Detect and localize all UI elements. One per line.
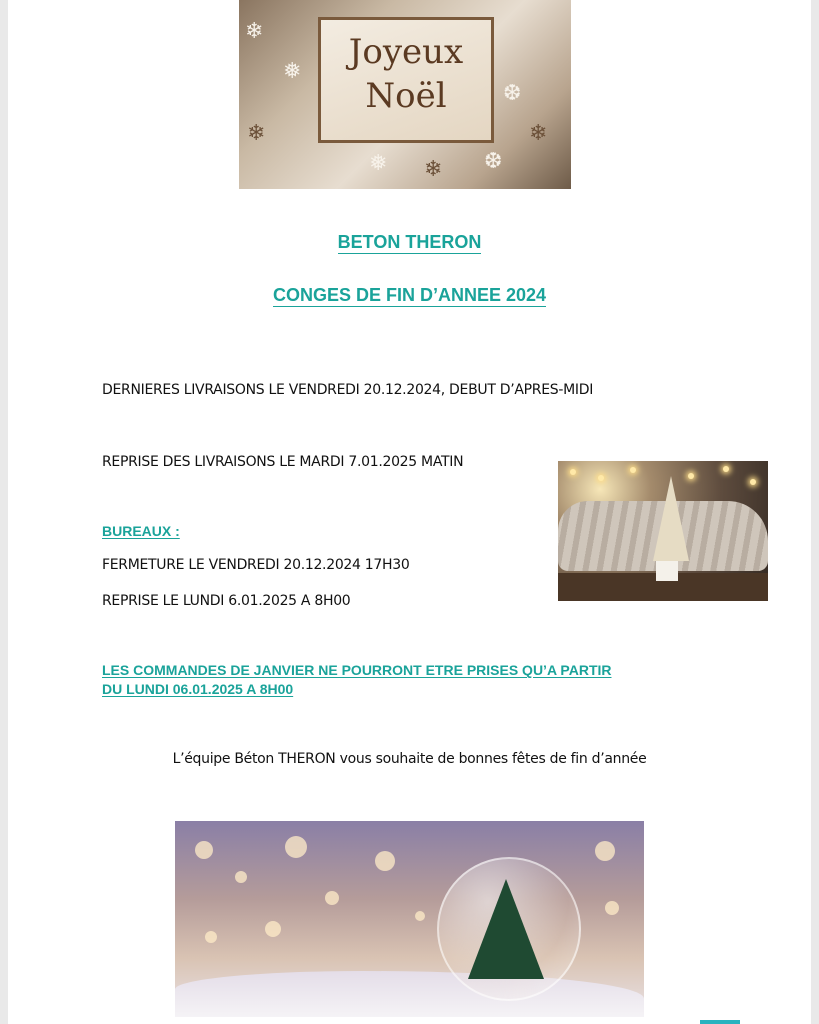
snow-globe-photo	[175, 821, 644, 1017]
orders-note	[102, 661, 722, 699]
bokeh-light	[375, 851, 395, 871]
orders-note-line2: DU LUNDI 06.01.2025 A 8H00	[102, 681, 294, 697]
resume-deliveries-text: REPRISE DES LIVRAISONS LE MARDI 7.01.2025 MATIN	[102, 454, 464, 470]
hero-text-line2: Noël	[365, 76, 447, 116]
snow-ground	[175, 971, 644, 1017]
page-subtitle-text: CONGES DE FIN D’ANNEE 2024	[272, 285, 547, 305]
snowflake-icon: ❄	[529, 120, 548, 145]
snowflake-icon: ❆	[503, 80, 522, 105]
fairy-light	[570, 469, 576, 475]
bokeh-light	[235, 871, 247, 883]
closing-message: L’équipe Béton THERON vous souhaite de bonnes fêtes de fin d’année	[172, 751, 647, 767]
last-deliveries-text: DERNIERES LIVRAISONS LE VENDREDI 20.12.2024, DEBUT D’APRES-MIDI	[102, 382, 594, 398]
snowflake-icon: ❄	[424, 156, 443, 181]
hero-text-line1: Joyeux	[348, 32, 464, 72]
globe-tree	[468, 879, 544, 979]
bokeh-light	[325, 891, 339, 905]
fairy-light	[723, 466, 729, 472]
bokeh-light	[285, 836, 307, 858]
corner-mark	[700, 1020, 740, 1024]
snowflake-icon: ❅	[283, 58, 302, 83]
bokeh-light	[265, 921, 281, 937]
bokeh-light	[595, 841, 615, 861]
snowflake-icon: ❄	[247, 120, 266, 145]
bokeh-light	[415, 911, 425, 921]
snowflake-icon: ❆	[484, 148, 503, 173]
orders-note-line1: LES COMMANDES DE JANVIER NE POURRONT ETRE PRISES QU’A PARTIR	[102, 662, 612, 678]
joyeux-noel-photo	[239, 0, 571, 189]
company-title-text: BETON THERON	[337, 232, 482, 252]
page-subtitle	[8, 285, 811, 306]
christmas-decor-photo	[558, 461, 768, 601]
snowflake-icon: ❄	[245, 18, 264, 43]
bokeh-light	[605, 901, 619, 915]
offices-heading: BUREAUX :	[102, 523, 180, 539]
bokeh-light	[195, 841, 213, 859]
joyeux-noel-text	[321, 30, 491, 118]
company-title	[8, 232, 811, 253]
bokeh-light	[205, 931, 217, 943]
office-reopening-text: REPRISE LE LUNDI 6.01.2025 A 8H00	[102, 593, 351, 609]
decor-tree	[653, 476, 689, 561]
fairy-light	[630, 467, 636, 473]
fairy-light	[750, 479, 756, 485]
document-page	[8, 0, 811, 1024]
snowflake-icon: ❅	[369, 150, 388, 175]
office-closing-text: FERMETURE LE VENDREDI 20.12.2024 17H30	[102, 557, 410, 573]
fairy-light	[598, 475, 604, 481]
decor-house	[656, 561, 678, 581]
